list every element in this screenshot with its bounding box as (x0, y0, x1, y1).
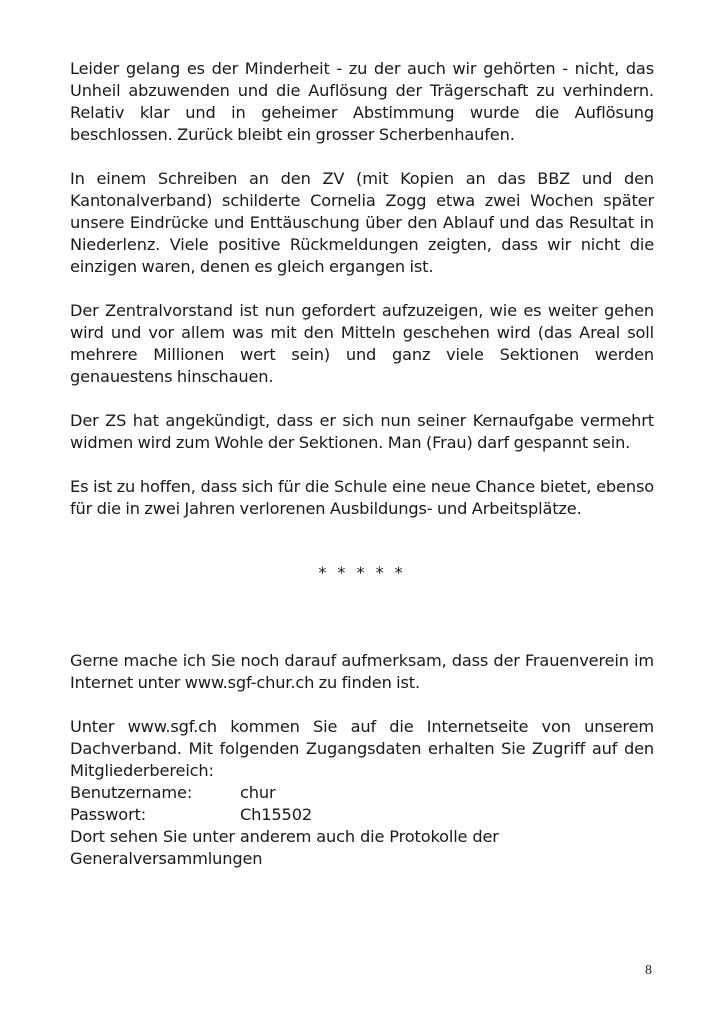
username-label: Benutzername: (70, 783, 193, 802)
closing-line-1: Dort sehen Sie unter anderem auch die Protokolle der (70, 827, 499, 846)
username-row (70, 782, 654, 804)
username-value: chur (240, 783, 276, 802)
password-row (70, 804, 654, 826)
paragraph-website-notice: Gerne mache ich Sie noch darauf aufmerksam, dass der Frauenverein im Internet unter www.sgf-chur.ch zu finden ist. (70, 651, 654, 692)
page-number: 8 (645, 963, 652, 978)
paragraph-hope: Es ist zu hoffen, dass sich für die Schule eine neue Chance bietet, ebenso für die in zwei Jahren verlorenen Ausbildungs- und Arbeitsplätze. (70, 477, 654, 518)
closing-line-2: Generalversammlungen (70, 849, 263, 868)
paragraph-central-board: Der Zentralvorstand ist nun gefordert aufzuzeigen, wie es weiter gehen wird und vor allem was mit den Mitteln geschehen wird (das Areal soll mehrere Millionen wert sein) und ganz viele Sektionen werden genauestens hinschauen. (70, 301, 654, 386)
paragraph-letter: In einem Schreiben an den ZV (mit Kopien an das BBZ und den Kantonalverband) schilderte Cornelia Zogg etwa zwei Wochen später unsere Eindrücke und Enttäuschung über den Ablauf und das Resultat in Niederlenz. Viele positive Rückmeldungen zeigten, dass wir nicht die einzigen waren, denen es gleich ergangen ist. (70, 169, 654, 276)
paragraph-zs: Der ZS hat angekündigt, dass er sich nun seiner Kernaufgabe vermehrt widmen wird zum Wohle der Sektionen. Man (Frau) darf gespannt sein. (70, 411, 654, 452)
section-separator: * * * * * (318, 563, 406, 582)
password-value: Ch15502 (240, 805, 313, 824)
document-page (70, 58, 654, 870)
paragraph-access-intro: Unter www.sgf.ch kommen Sie auf die Internetseite von unserem Dachverband. Mit folgenden Zugangsdaten erhalten Sie Zugriff auf den Mitgliederbereich: (70, 717, 654, 780)
password-label: Passwort: (70, 805, 147, 824)
paragraph-minority: Leider gelang es der Minderheit - zu der auch wir gehörten - nicht, das Unheil abzuwenden und die Auflösung der Trägerschaft zu verhindern. Relativ klar und in geheimer Abstimmung wurde die Auflösung beschlossen. Zurück bleibt ein grosser Scherbenhaufen. (70, 59, 654, 144)
